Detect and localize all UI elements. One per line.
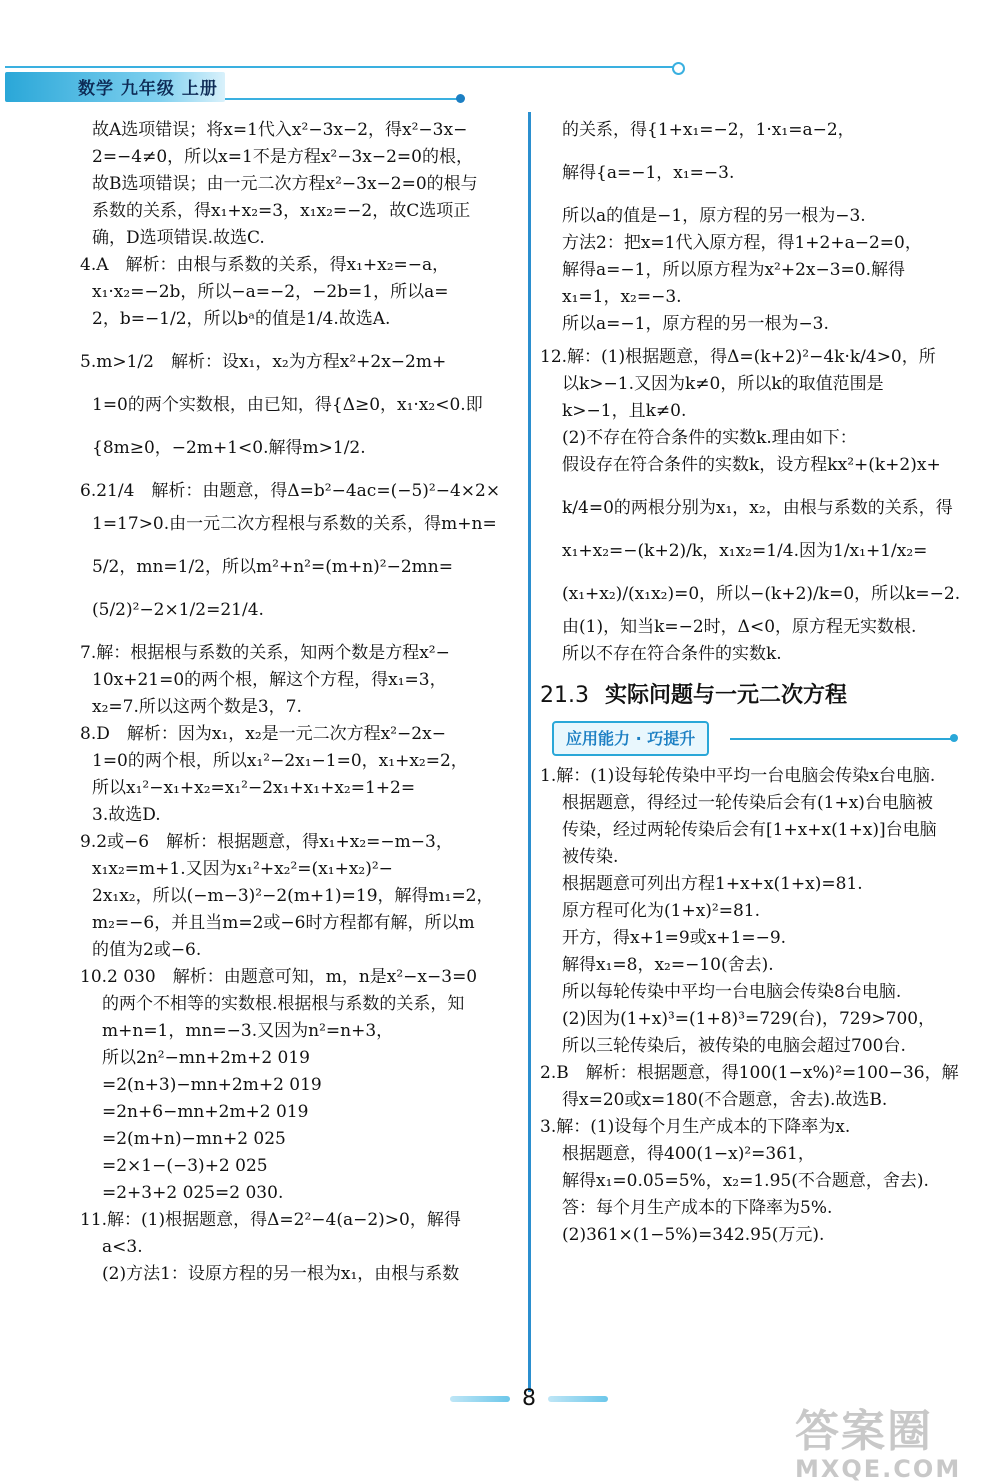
header-rule-bottom-dot <box>456 94 465 103</box>
subsection-tag-row <box>540 719 980 753</box>
text-line: m+n=1，mn=−3.又因为n²=n+3， <box>102 1021 394 1041</box>
text-line: =2(n+3)−mn+2m+2 019 <box>102 1075 322 1095</box>
text-line: 1=0的两个实数根，由已知，得{Δ≥0，x₁·x₂<0.即 <box>92 395 483 415</box>
text-line: 以k>−1.又因为k≠0，所以k的取值范围是 <box>562 374 884 394</box>
answer-11-line: 11.解：(1)根据题意，得Δ=2²−4(a−2)>0，解得 <box>80 1210 461 1230</box>
text-line: 故B选项错误；由一元二次方程x²−3x−2=0的根与 <box>92 174 478 194</box>
text-line: =2n+6−mn+2m+2 019 <box>102 1102 309 1122</box>
text-line: 系数的关系，得x₁+x₂=3，x₁x₂=−2，故C选项正 <box>92 201 471 221</box>
text-line: (2)方法1：设原方程的另一根为x₁，由根与系数 <box>102 1264 460 1284</box>
text-line: k>−1，且k≠0. <box>562 401 687 421</box>
solution-1-line: 1.解：(1)设每轮传染中平均一台电脑会传染x台电脑. <box>540 766 936 786</box>
tag-rule <box>730 738 955 740</box>
text-line: 根据题意可列出方程1+x+x(1+x)=81. <box>562 874 863 894</box>
watermark-line2: MXQE.COM <box>795 1455 962 1483</box>
text-line: (2)不存在符合条件的实数k.理由如下： <box>562 428 857 448</box>
answer-5-line: 5.m>1/2 解析：设x₁，x₂为方程x²+2x−2m+ <box>80 352 447 372</box>
text-line: 所以a=−1，原方程的另一根为−3. <box>562 314 829 334</box>
text-line: 开方，得x+1=9或x+1=−9. <box>562 928 787 948</box>
header-rule-end-dot <box>672 62 685 75</box>
text-line: 所以x₁²−x₁+x₂=x₁²−2x₁+x₁+x₂=1+2= <box>92 778 416 798</box>
text-line: k/4=0的两根分别为x₁，x₂，由根与系数的关系，得 <box>562 498 953 518</box>
answer-8-line: 8.D 解析：因为x₁，x₂是一元二次方程x²−2x− <box>80 724 446 744</box>
text-line: 解得x₁=0.05=5%，x₂=1.95(不合题意，舍去). <box>562 1171 929 1191</box>
text-line: 所以每轮传染中平均一台电脑会传染8台电脑. <box>562 982 902 1002</box>
text-line: 答：每个月生产成本的下降率为5%. <box>562 1198 833 1218</box>
text-line: =2+3+2 025=2 030. <box>102 1183 284 1203</box>
answer-7-line: 7.解：根据根与系数的关系，知两个数是方程x²− <box>80 643 450 663</box>
text-line: 解得x₁=8，x₂=−10(舍去). <box>562 955 774 975</box>
text-line: 确，D选项错误.故选C. <box>92 228 265 248</box>
text-line: m₂=−6，并且当m=2或−6时方程都有解，所以m <box>92 913 475 933</box>
text-line: =2(m+n)−mn+2 025 <box>102 1129 286 1149</box>
answer-12-line: 12.解：(1)根据题意，得Δ=(k+2)²−4k·k/4>0，所 <box>540 347 936 367</box>
text-line: 2x₁x₂，所以(−m−3)²−2(m+1)=19，解得m₁=2， <box>92 886 494 906</box>
text-line: 解得a=−1，所以原方程为x²+2x−3=0.解得 <box>562 260 906 280</box>
page-number: 8 <box>522 1386 536 1411</box>
watermark-line1: 答案圈 <box>795 1406 933 1457</box>
tag-rule-dot <box>950 734 958 742</box>
text-line: 原方程可化为(1+x)²=81. <box>562 901 761 921</box>
text-line: 所以a的值是−1，原方程的另一根为−3. <box>562 206 866 226</box>
watermark-logo <box>795 1395 961 1483</box>
text-line: x₁·x₂=−2b，所以−a=−2，−2b=1，所以a= <box>92 282 449 302</box>
text-line: 所以不存在符合条件的实数k. <box>562 644 782 664</box>
solution-2-line: 2.B 解析：根据题意，得100(1−x%)²=100−36，解 <box>540 1063 959 1083</box>
text-line: 得x=20或x=180(不合题意，舍去).故选B. <box>562 1090 888 1110</box>
text-line: 1=17>0.由一元二次方程根与系数的关系，得m+n= <box>92 514 497 534</box>
answer-10-line: 10.2 030 解析：由题意可知，m，n是x²−x−3=0 <box>80 967 478 987</box>
header-rule-top <box>5 66 675 68</box>
text-line: 故A选项错误；将x=1代入x²−3x−2，得x²−3x− <box>92 120 468 140</box>
text-line: 10x+21=0的两个根，解这个方程，得x₁=3， <box>92 670 447 690</box>
text-line: (x₁+x₂)/(x₁x₂)=0，所以−(k+2)/k=0，所以k=−2. <box>562 584 961 604</box>
text-line: 的关系，得{1+x₁=−2，1·x₁=a−2， <box>562 120 855 140</box>
text-line: 2=−4≠0，所以x=1不是方程x²−3x−2=0的根， <box>92 147 473 167</box>
text-line: 根据题意，得经过一轮传染后会有(1+x)台电脑被 <box>562 793 933 813</box>
subsection-tag: 应用能力 · 巧提升 <box>552 721 709 756</box>
text-line: a<3. <box>102 1237 143 1257</box>
section-title: 实际问题与一元二次方程 <box>604 683 847 708</box>
text-line: =2×1−(−3)+2 025 <box>102 1156 268 1176</box>
text-line: 被传染. <box>562 847 619 867</box>
text-line: 根据题意，得400(1−x)²=361， <box>562 1144 815 1164</box>
text-line: x₂=7.所以这两个数是3，7. <box>92 697 302 717</box>
text-line: 的两个不相等的实数根.根据根与系数的关系，知 <box>102 994 465 1014</box>
text-line: 的值为2或−6. <box>92 940 202 960</box>
text-line: 假设存在符合条件的实数k，设方程kx²+(k+2)x+ <box>562 455 941 475</box>
text-line: {8m≥0，−2m+1<0.解得m>1/2. <box>92 438 366 458</box>
text-line: (2)因为(1+x)³=(1+8)³=729(台)，729>700， <box>562 1009 936 1029</box>
answer-4-line: 4.A 解析：由根与系数的关系，得x₁+x₂=−a， <box>80 255 450 275</box>
answer-6-line: 6.21/4 解析：由题意，得Δ=b²−4ac=(−5)²−4×2× <box>80 481 501 501</box>
text-line: x₁x₂=m+1.又因为x₁²+x₂²=(x₁+x₂)²− <box>92 859 393 879</box>
text-line: x₁+x₂=−(k+2)/k，x₁x₂=1/4.因为1/x₁+1/x₂= <box>562 541 928 561</box>
page-number-decoration-left <box>450 1396 510 1402</box>
text-line: 所以三轮传染后，被传染的电脑会超过700台. <box>562 1036 906 1056</box>
text-line: 所以2n²−mn+2m+2 019 <box>102 1048 310 1068</box>
text-line: 由(1)，知当k=−2时，Δ<0，原方程无实数根. <box>562 617 917 637</box>
page-number-decoration-right <box>548 1396 608 1402</box>
right-column <box>540 117 980 1249</box>
section-number: 21.3 <box>540 683 589 708</box>
text-line: (5/2)²−2×1/2=21/4. <box>92 600 264 620</box>
column-divider <box>528 112 531 1392</box>
text-line: 1=0的两个根，所以x₁²−2x₁−1=0，x₁+x₂=2， <box>92 751 468 771</box>
left-column <box>80 117 520 1288</box>
text-line: 3.故选D. <box>92 805 161 825</box>
text-line: 解得{a=−1，x₁=−3. <box>562 163 735 183</box>
solution-3-line: 3.解：(1)设每个月生产成本的下降率为x. <box>540 1117 851 1137</box>
header-rule-bottom <box>225 98 460 100</box>
section-heading <box>540 682 980 709</box>
answer-9-line: 9.2或−6 解析：根据题意，得x₁+x₂=−m−3， <box>80 832 453 852</box>
text-line: x₁=1，x₂=−3. <box>562 287 682 307</box>
running-header-title: 数学 九年级 上册 <box>78 79 218 99</box>
text-line: (2)361×(1−5%)=342.95(万元). <box>562 1225 825 1245</box>
text-line: 5/2，mn=1/2，所以m²+n²=(m+n)²−2mn= <box>92 557 453 577</box>
text-line: 2，b=−1/2，所以bᵃ的值是1/4.故选A. <box>92 309 391 329</box>
text-line: 方法2：把x=1代入原方程，得1+2+a−2=0， <box>562 233 922 253</box>
text-line: 传染，经过两轮传染后会有[1+x+x(1+x)]台电脑 <box>562 820 937 840</box>
